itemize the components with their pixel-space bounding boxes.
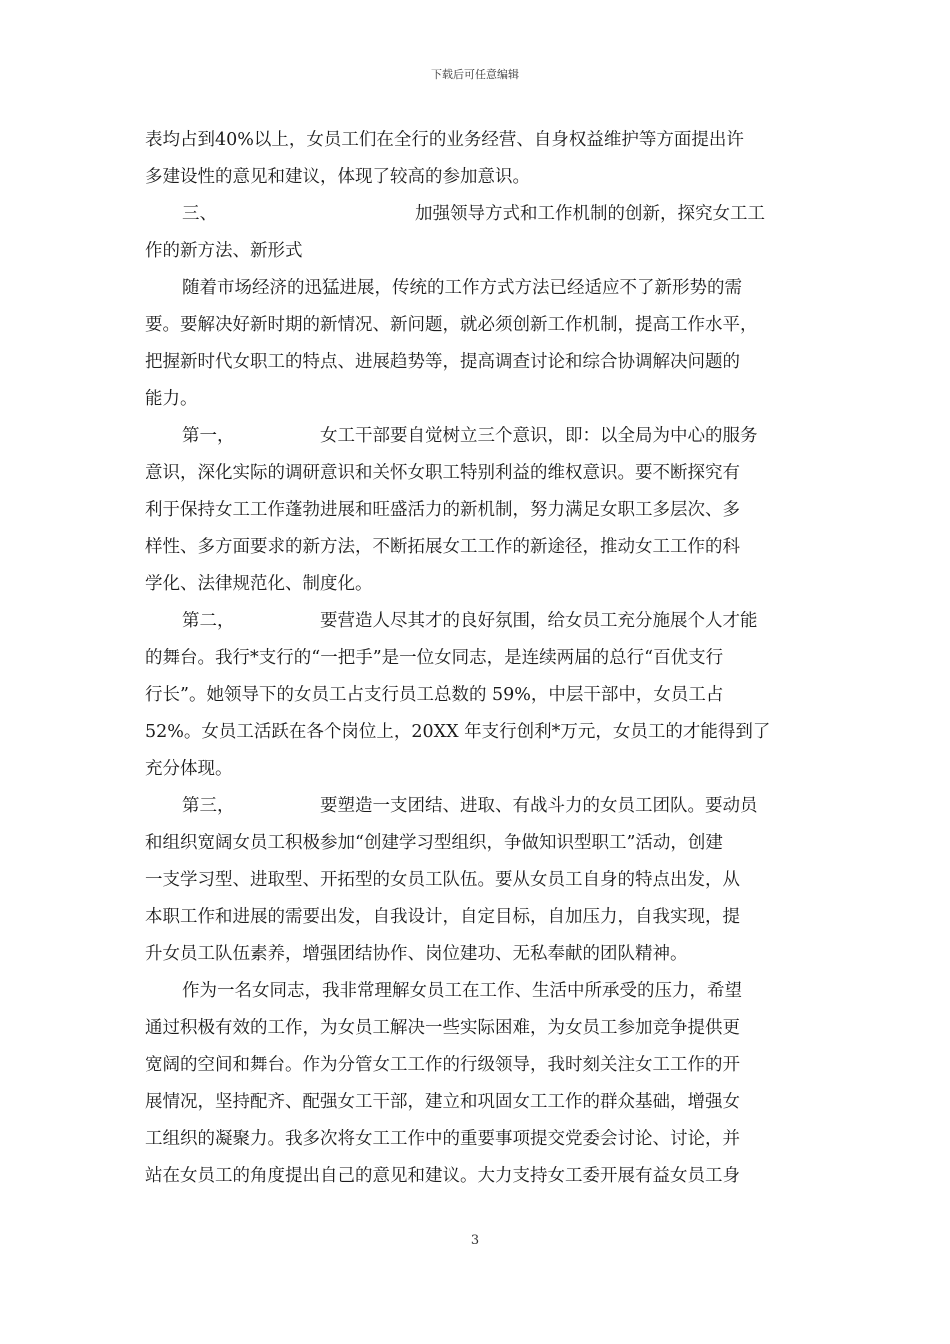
paragraph-line: 宽阔的空间和舞台。作为分管女工工作的行级领导，我时刻关注女工工作的开 (145, 1055, 740, 1075)
paragraph-line: 充分体现。 (145, 759, 233, 779)
paragraph-line: 能力。 (145, 389, 198, 409)
page-number: 3 (470, 1233, 480, 1248)
section-heading-line (145, 196, 807, 233)
paragraph-line: 通过积极有效的工作，为女员工解决一些实际困难，为女员工参加竞争提供更 (145, 1018, 740, 1038)
paragraph-line: 多建设性的意见和建议，体现了较高的参加意识。 (145, 167, 530, 187)
paragraph-line: 和组织宽阔女员工积极参加“创建学习型组织，争做知识型职工”活动，创建 (145, 833, 723, 853)
paragraph-line: 意识，深化实际的调研意识和关怀女职工特别利益的维权意识。要不断探究有 (145, 463, 740, 483)
paragraph-line: 52%。女员工活跃在各个岗位上，20XX 年支行创利*万元，女员工的才能得到了 (145, 722, 771, 742)
paragraph-line: 要。要解决好新时期的新情况、新问题，就必须创新工作机制，提高工作水平， (145, 315, 758, 335)
paragraph-text: 女工干部要自觉树立三个意识，即：以全局为中心的服务 (320, 426, 758, 446)
paragraph-line: 本职工作和进展的需要出发，自我设计，自定目标，自加压力，自我实现，提 (145, 907, 740, 927)
item-number: 第二， (182, 611, 235, 631)
paragraph-line (145, 788, 807, 825)
paragraph-line: 站在女员工的角度提出自己的意见和建议。大力支持女工委开展有益女员工身 (145, 1166, 740, 1186)
paragraph-line: 升女员工队伍素养，增强团结协作、岗位建功、无私奉献的团队精神。 (145, 944, 688, 964)
section-heading-text: 加强领导方式和工作机制的创新，探究女工工 (415, 204, 765, 224)
paragraph-line: 的舞台。我行*支行的“一把手”是一位女同志，是连续两届的总行“百优支行 (145, 648, 724, 668)
paragraph-text: 要塑造一支团结、进取、有战斗力的女员工团队。要动员 (320, 796, 758, 816)
paragraph-line: 随着市场经济的迅猛进展，传统的工作方式方法已经适应不了新形势的需 (182, 278, 742, 298)
paragraph-line: 表均占到40%以上，女员工们在全行的业务经营、自身权益维护等方面提出许 (145, 130, 744, 150)
paragraph-line: 利于保持女工工作蓬勃进展和旺盛活力的新机制，努力满足女职工多层次、多 (145, 500, 740, 520)
paragraph-text: 要营造人尽其才的良好氛围，给女员工充分施展个人才能 (320, 611, 758, 631)
section-heading-line: 作的新方法、新形式 (145, 241, 303, 261)
paragraph-line: 把握新时代女职工的特点、进展趋势等，提高调查讨论和综合协调解决问题的 (145, 352, 740, 372)
item-number: 第一， (182, 426, 235, 446)
section-number: 三、 (182, 204, 217, 224)
paragraph-line: 展情况，坚持配齐、配强女工干部，建立和巩固女工工作的群众基础，增强女 (145, 1092, 740, 1112)
paragraph-line: 作为一名女同志，我非常理解女员工在工作、生活中所承受的压力，希望 (182, 981, 742, 1001)
paragraph-line: 工组织的凝聚力。我多次将女工工作中的重要事项提交党委会讨论、讨论，并 (145, 1129, 740, 1149)
paragraph-line: 一支学习型、进取型、开拓型的女员工队伍。要从女员工自身的特点出发，从 (145, 870, 740, 890)
paragraph-line: 行长”。她领导下的女员工占支行员工总数的 59%，中层干部中，女员工占 (145, 685, 724, 705)
document-body (145, 122, 807, 1195)
paragraph-line (145, 418, 807, 455)
paragraph-line: 学化、法律规范化、制度化。 (145, 574, 373, 594)
item-number: 第三， (182, 796, 235, 816)
paragraph-line (145, 603, 807, 640)
paragraph-line: 样性、多方面要求的新方法，不断拓展女工工作的新途径，推动女工工作的科 (145, 537, 740, 557)
page-header: 下载后可任意编辑 (431, 68, 519, 81)
